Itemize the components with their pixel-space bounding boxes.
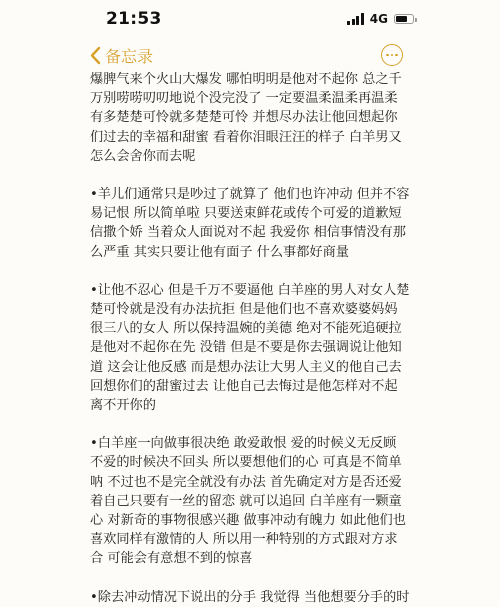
network-type: 4G <box>369 12 388 26</box>
battery-level <box>396 16 407 22</box>
status-indicators <box>347 12 414 26</box>
back-button[interactable] <box>90 44 153 67</box>
cellular-signal-icon <box>347 13 364 25</box>
note-content[interactable] <box>90 70 410 607</box>
note-paragraph: •白羊座一向做事很决绝 敢爱敢恨 爱的时候义无反顾 不爱的时候决不回头 所以要想他们的心 可真是不简单呐 不过也不是完全就没有办法 首先确定对方是否还爱着自己只要有一丝的留恋 就可以追回 白羊座有一颗童心 对新奇的事物很感兴趣 做事冲动有魄力 如此他们也喜欢同样有激情的人 所以用一种特别的方式跟对方求合 可能会有意想不到的惊喜 <box>90 436 406 567</box>
more-options-button[interactable] <box>381 44 403 66</box>
note-paragraph: 爆脾气来个火山大爆发 哪怕明明是他对不起你 总之千万别唠唠叨叨地说个没完没了 一定要温柔温柔再温柔 有多楚楚可怜就多楚楚可怜 并想尽办法让他回想起你们过去的幸福和甜蜜 看着你泪眼汪汪的样子 白羊男又怎么会舍你而去呢 <box>90 72 402 164</box>
note-paragraph: •让他不忍心 但是千万不要逼他 白羊座的男人对女人楚楚可怜就是没有办法抗拒 但是他们也不喜欢婆婆妈妈很三八的女人 所以保持温婉的美德 绝对不能死追硬拉 是他对不起你在先 没错 但是不要是你去强调说让他知道 这会让他反感 而是想办法让大男人主义的他自己去回想你们的甜蜜过去 让他自己去悔过是他怎样对不起离不开你的 <box>90 282 410 414</box>
more-ellipsis-icon <box>386 54 389 57</box>
back-button-label: 备忘录 <box>105 47 154 66</box>
note-paragraph: •羊儿们通常只是吵过了就算了 他们也许冲动 但并不容易记恨 所以简单啦 只要送束鲜花或传个可爱的道歉短信撒个娇 当着众人面说对不起 我爱你 相信事情没有那么严重 其实只要让他有面子 什么事都好商量 <box>90 187 410 260</box>
status-bar <box>0 0 500 38</box>
note-paragraph: •除去冲动情况下说出的分手 我觉得 当他想要分手的时 <box>90 589 410 605</box>
status-time: 21:53 <box>106 9 162 29</box>
navigation-bar <box>0 38 500 74</box>
battery-icon <box>394 14 414 24</box>
chevron-left-icon <box>90 46 101 65</box>
